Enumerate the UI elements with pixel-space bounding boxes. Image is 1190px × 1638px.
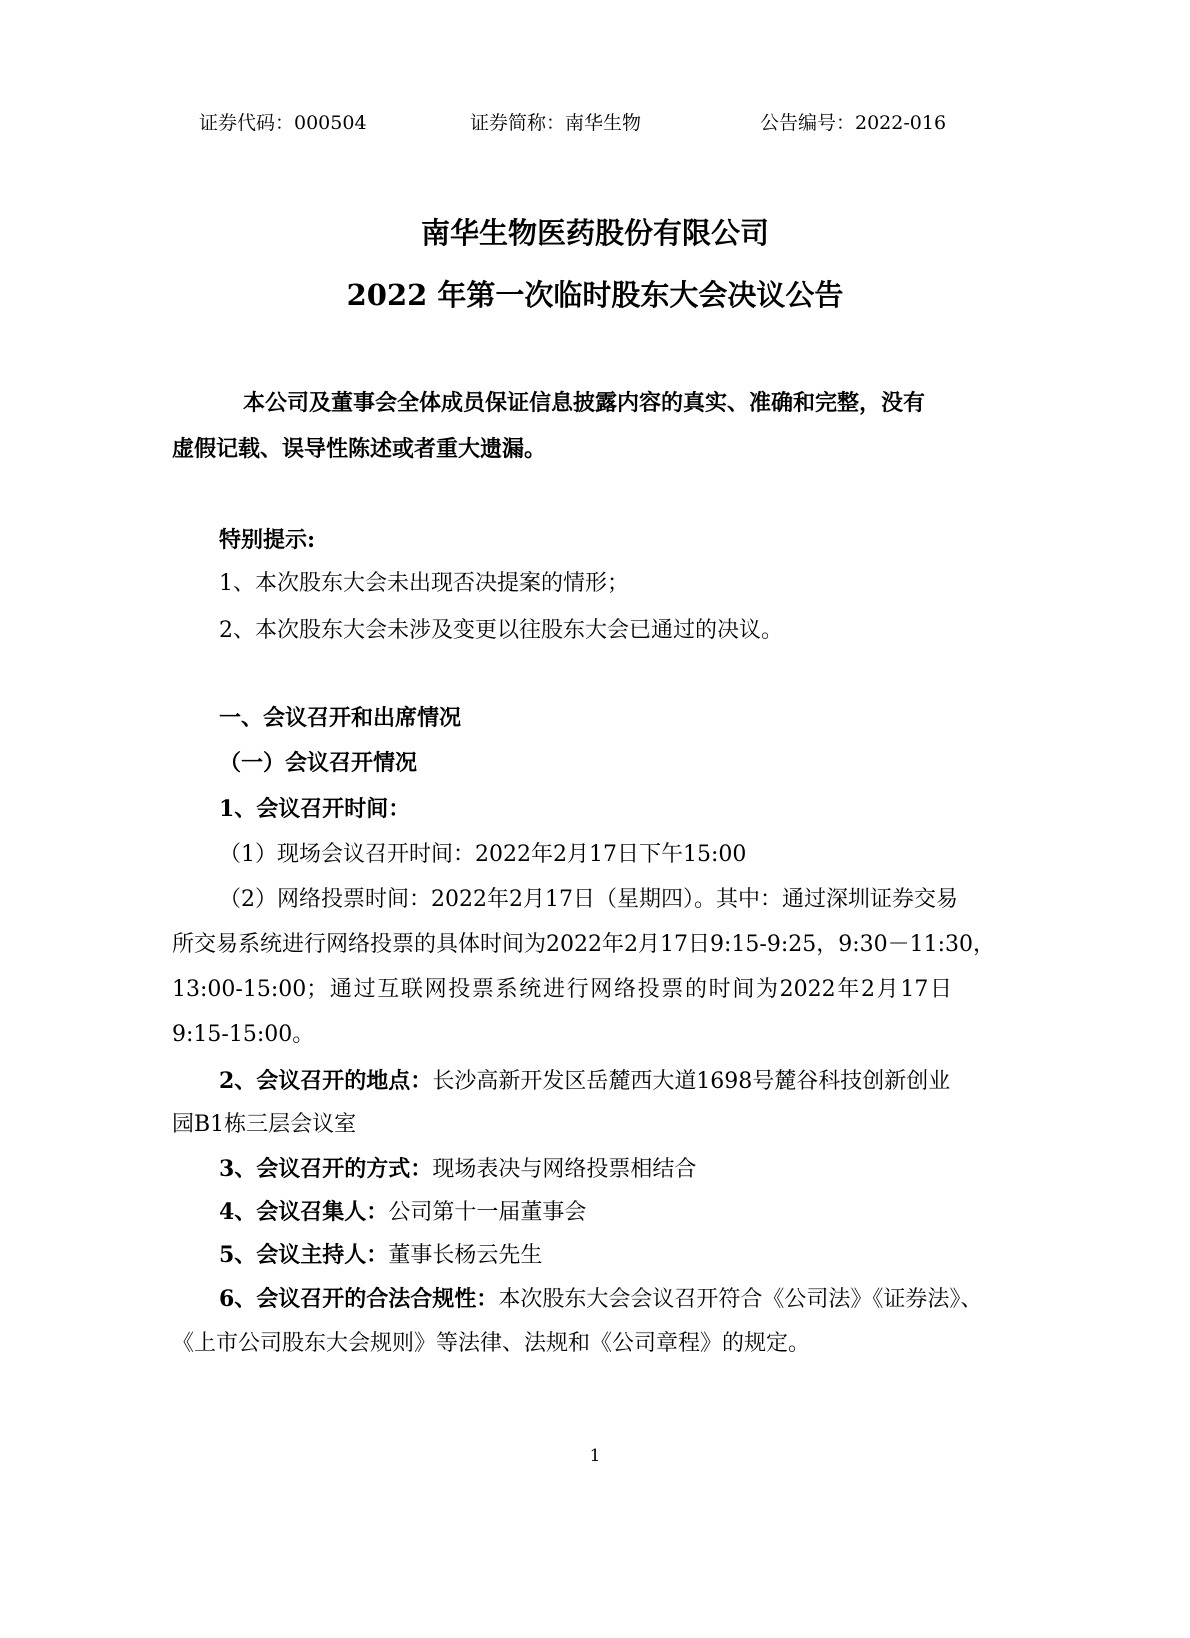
subsection-heading: （一）会议召开情况 <box>219 750 418 776</box>
meeting-place-value: 长沙高新开发区岳麓西大道1698号麓谷科技创新创业 <box>432 1069 951 1094</box>
network-vote-time-line-3: 13:00-15:00；通过互联网投票系统进行网络投票的时间为2022年2月17日 <box>172 977 952 1002</box>
statement-line-2: 虚假记载、误导性陈述或者重大遗漏。 <box>172 436 547 462</box>
page-number: 1 <box>589 1446 601 1466</box>
meeting-host-label: 5、会议主持人： <box>219 1242 389 1268</box>
meeting-legality-line-1 <box>219 1284 982 1315</box>
meeting-method <box>219 1154 696 1185</box>
meeting-host <box>219 1240 542 1271</box>
statement-line-1: 本公司及董事会全体成员保证信息披露内容的真实、准确和完整，没有 <box>243 390 926 416</box>
meeting-place-line-1 <box>219 1066 950 1097</box>
meeting-legality-label: 6、会议召开的合法合规性： <box>219 1286 499 1312</box>
meeting-legality-line-2: 《上市公司股东大会规则》等法律、法规和《公司章程》的规定。 <box>172 1331 811 1356</box>
meeting-place-label: 2、会议召开的地点： <box>219 1068 433 1094</box>
network-vote-time-line-1: （2）网络投票时间：2022年2月17日（星期四）。其中：通过深圳证券交易 <box>219 887 958 912</box>
onsite-meeting-time: （1）现场会议召开时间：2022年2月17日下午15:00 <box>219 842 747 867</box>
meeting-time-label: 1、会议召开时间： <box>219 796 411 822</box>
announcement-title: 2022 年第一次临时股东大会决议公告 <box>346 278 844 312</box>
notice-number: 公告编号：2022-016 <box>760 112 947 134</box>
security-code: 证券代码：000504 <box>199 112 367 134</box>
meeting-host-value: 董事长杨云先生 <box>388 1243 543 1268</box>
meeting-legality-value: 本次股东大会会议召开符合《公司法》《证券法》、 <box>498 1287 983 1312</box>
meeting-convener-value: 公司第十一届董事会 <box>388 1200 587 1225</box>
special-notice-heading: 特别提示: <box>219 527 316 553</box>
meeting-convener <box>219 1197 586 1228</box>
meeting-method-label: 3、会议召开的方式： <box>219 1156 433 1182</box>
special-notice-item-1: 1、本次股东大会未出现否决提案的情形； <box>219 571 629 596</box>
meeting-place-line-2: 园B1栋三层会议室 <box>172 1112 357 1137</box>
meeting-method-value: 现场表决与网络投票相结合 <box>432 1157 697 1182</box>
section-heading: 一、会议召开和出席情况 <box>219 705 462 731</box>
security-short-name: 证券简称：南华生物 <box>470 112 642 134</box>
meeting-convener-label: 4、会议召集人： <box>219 1199 389 1225</box>
network-vote-time-line-2: 所交易系统进行网络投票的具体时间为2022年2月17日9:15-9:25，9:30－11:30， <box>172 932 996 957</box>
company-title: 南华生物医药股份有限公司 <box>420 216 769 250</box>
special-notice-item-2: 2、本次股东大会未涉及变更以往股东大会已通过的决议。 <box>219 618 783 643</box>
network-vote-time-line-4: 9:15-15:00。 <box>172 1022 315 1047</box>
